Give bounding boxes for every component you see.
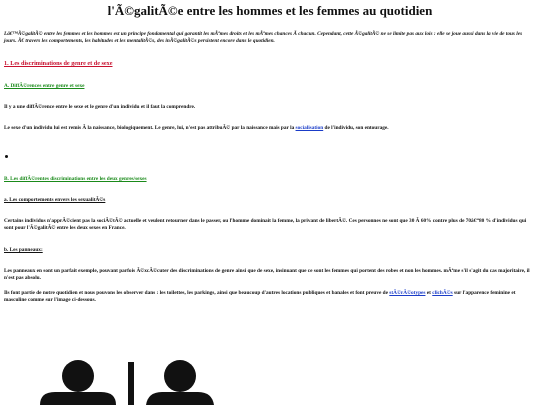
stereotypes-link[interactable]: stÃ©rÃ©otypes (389, 290, 426, 296)
divider-bar (128, 362, 134, 405)
man-head-icon (62, 360, 94, 392)
restroom-sign-image (0, 348, 540, 405)
page-title: l'Ã©galitÃ©e entre les hommes et les femmes au quotidien (107, 3, 433, 18)
paragraph-attitudes: Certains individus n'apprÃ©cient pas la sociÃ©tÃ© actuelle et veulent retourner dans le passer, ou l'homme dominait la femme, la privant de libertÃ©. Ces personnes ne sont que 30 Ã 60% contre plus de 70â€“80 % d'individus qui sont pour l'Ã©galitÃ© entre les deux sexes en France. (4, 218, 527, 232)
paragraph-sex-definition (4, 125, 536, 132)
socialisation-link[interactable]: socialisation (295, 125, 324, 131)
restroom-sign-icon (0, 348, 540, 405)
paragraph-sex-gender-difference: Il y a une diffÃ©rence entre le sexe et le genre d'un individu et il faut la comprendre. (4, 104, 196, 110)
subsection-a-heading: A. DiffÃ©rences entre genre et sexe (4, 83, 85, 89)
subsection-ba-heading: a. Les comportements envers les sexualitÃ©s (4, 197, 106, 203)
bullet-point (5, 155, 8, 158)
subsection-bb-heading: b. Les panneaux: (4, 247, 43, 253)
intro-paragraph: Lâ€™Ã©galitÃ© entre les femmes et les hommes est un principe fondamental qui garantit les mÃªmes droits et les mÃªmes chances Ã chacun. Cependant, cette Ã©galitÃ© ne se limite pas aux lois : elle se joue aussi dans la vie de tous les jours. Ã€ travers les comportements, les habitudes et les mentalitÃ©s, des inÃ©galitÃ©s persistent encore dans le quotidien. (4, 31, 523, 44)
section-1-heading: 1. Les discriminations de genre et de sexe (4, 60, 113, 67)
paragraph-text: de l'individu, son entourage. (324, 125, 389, 131)
woman-head-icon (164, 360, 196, 392)
paragraph-text: sur l'apparence feminine et masculine comme sur l'image ci-dessous. (4, 290, 516, 304)
paragraph-text: Le sexe d'un individu lui est remis Ã la naissance, biologiquement. Le genre, lui, n'est pas attribuÃ© par la naissance mais par la (4, 125, 295, 131)
woman-body-icon (146, 392, 214, 405)
subsection-b-heading: B. Les diffÃ©rentes discriminations entre les deux genres/sexes (4, 176, 147, 182)
paragraph-text: Ils font partie de notre quotidien et nous pouvons les observer dans : les toilettes, les parkings, ainsi que beaucoup d'autres locations publiques et banales et font preuve de (4, 290, 388, 296)
man-body-icon (40, 392, 116, 405)
paragraph-signs: Les panneaux en sont un parfait exemple, pouvant parfois Ã©xcÃ©cuter des discriminations de genre ainsi que de sexe, insinuant que ce sont les femmes qui portent des robes et non les hommes. mÃªme s'il s'agit du cas majoritaire, il n'est pas absolu. (4, 268, 530, 282)
paragraph-text: et (426, 290, 431, 296)
cliches-link[interactable]: clichÃ©s (432, 290, 453, 296)
paragraph-everyday-signs (4, 290, 536, 304)
